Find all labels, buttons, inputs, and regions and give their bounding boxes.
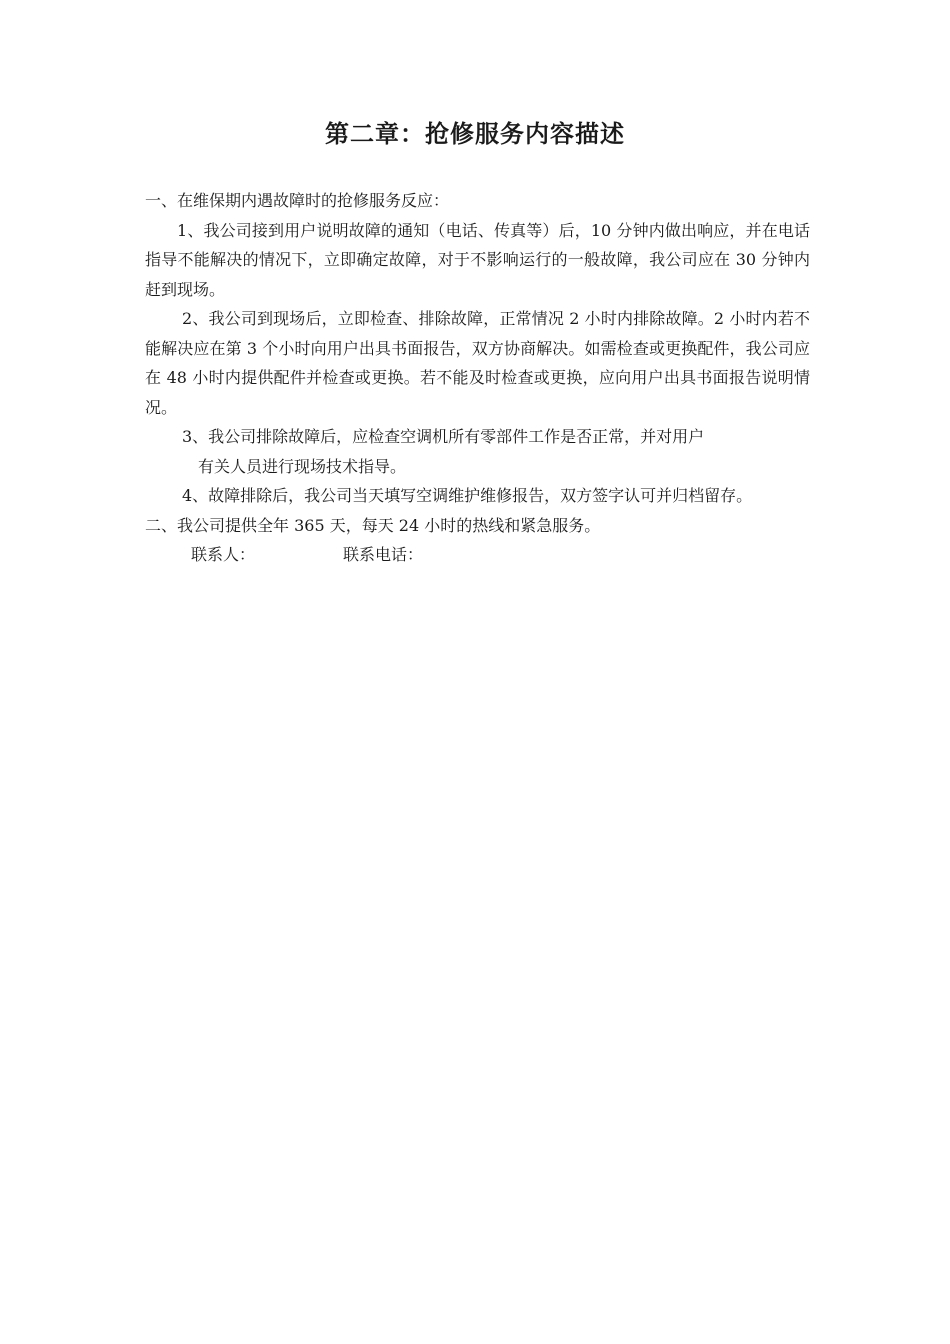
- paragraph-item-3-line-1: 3、我公司排除故障后，应检查空调机所有零部件工作是否正常，并对用户: [182, 427, 705, 446]
- paragraph-item-3-line-2: 有关人员进行现场技术指导。: [198, 456, 407, 476]
- paragraph-item-2: 2、我公司到现场后，立即检查、排除故障，正常情况 2 小时内排除故障。2 小时内若不能解决应在第 3 个小时向用户出具书面报告，双方协商解决。如需检查或更换配件，我公司应在 48 小时内提供配件并检查或更换。若不能及时检查或更换，应向用户出具书面报告说明情况。: [145, 309, 810, 417]
- document-body: [145, 186, 810, 570]
- contact-line: [145, 540, 810, 570]
- paragraph-item-1: 1、我公司接到用户说明故障的通知（电话、传真等）后，10 分钟内做出响应，并在电话指导不能解决的情况下，立即确定故障，对于不影响运行的一般故障，我公司应在 30 分钟内赶到现场。: [145, 220, 810, 299]
- contact-phone-label: 联系电话：: [343, 545, 424, 564]
- section-heading-1: 一、在维保期内遇故障时的抢修服务反应：: [145, 191, 450, 210]
- contact-person-label: 联系人：: [191, 545, 256, 564]
- section-heading-2: 二、我公司提供全年 365 天，每天 24 小时的热线和紧急服务。: [145, 515, 601, 535]
- page-title: 第二章：抢修服务内容描述: [325, 120, 625, 148]
- paragraph-item-4: 4、故障排除后，我公司当天填写空调维护维修报告，双方签字认可并归档留存。: [182, 486, 753, 505]
